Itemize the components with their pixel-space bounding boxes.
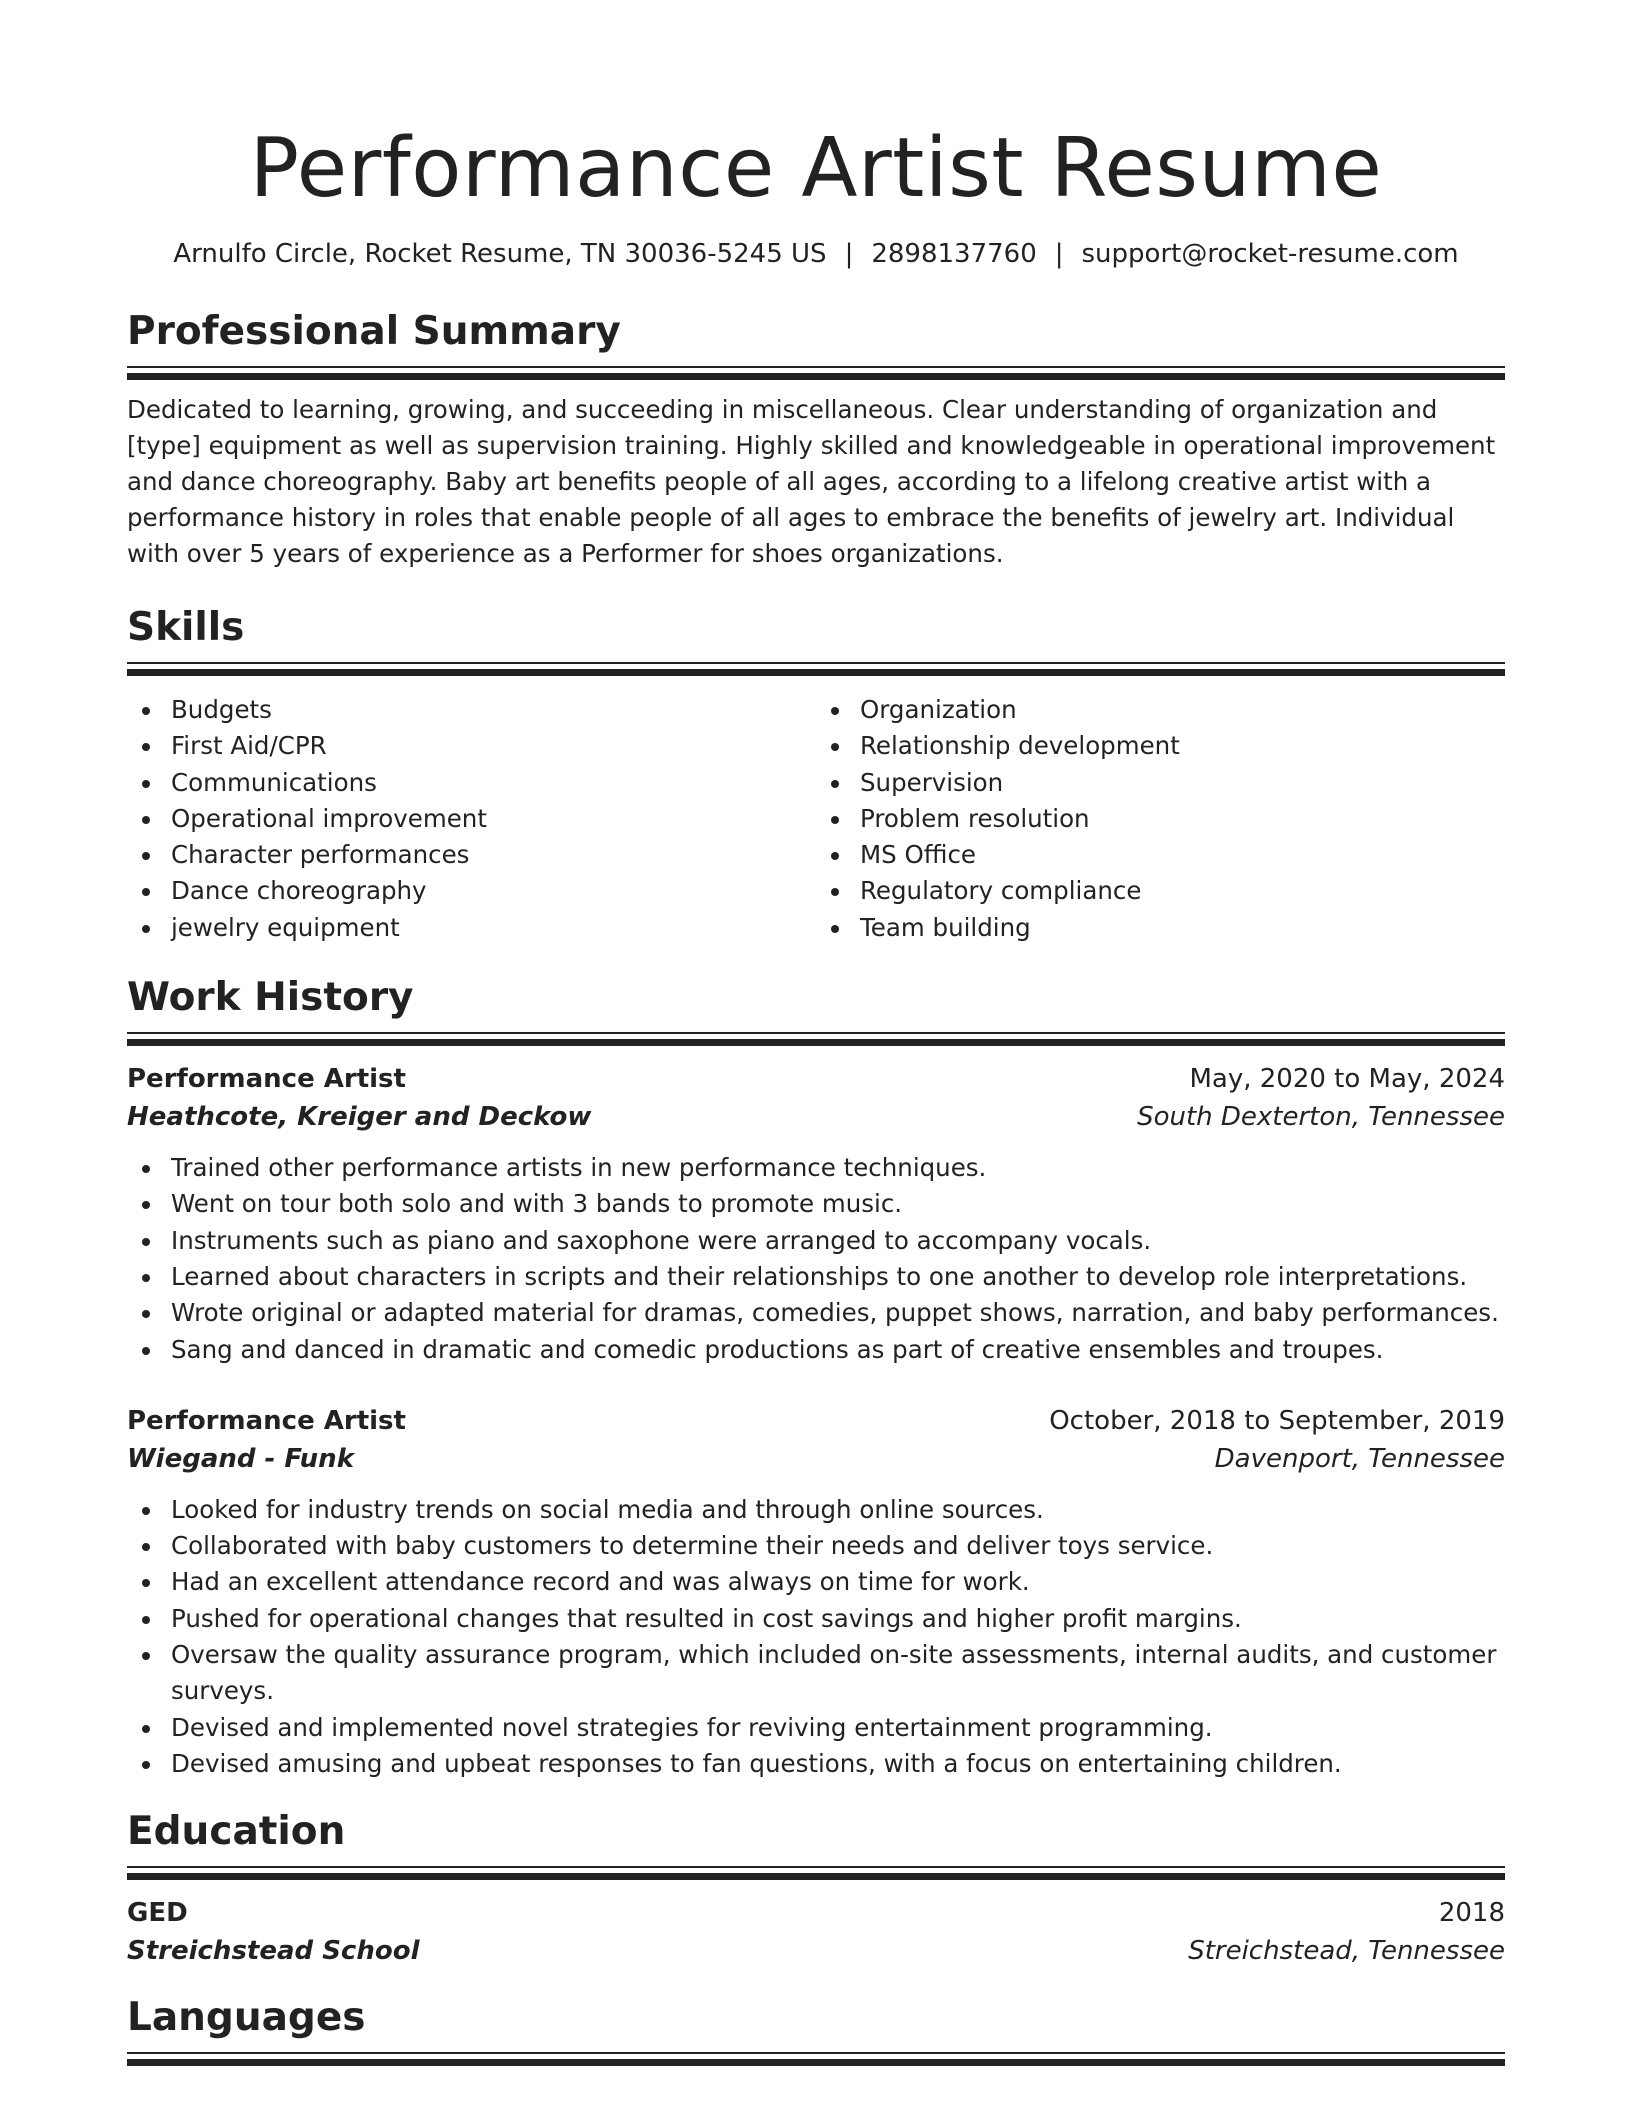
job-entry (127, 1402, 1505, 1782)
education-header-row (127, 1894, 1505, 1932)
job-location: Davenport, Tennessee (1214, 1443, 1505, 1474)
job-task: Instruments such as piano and saxophone were arranged to accompany vocals. (127, 1223, 1505, 1259)
education-school-row (127, 1932, 1505, 1970)
contact-line (127, 236, 1505, 272)
resume-title: Performance Artist Resume (249, 121, 1383, 216)
skill-item: Team building (816, 910, 1505, 946)
job-task: Devised amusing and upbeat responses to fan questions, with a focus on entertaining children. (127, 1746, 1505, 1782)
languages-section (127, 1992, 1505, 2066)
job-task-list (127, 1492, 1505, 1782)
contact-phone: 2898137760 (871, 239, 1037, 269)
job-task: Oversaw the quality assurance program, which included on-site assessments, internal audits, and customer surveys. (127, 1637, 1505, 1710)
job-dates: May, 2020 to May, 2024 (1189, 1064, 1505, 1095)
section-heading-education: Education (127, 1809, 346, 1855)
section-heading-languages: Languages (127, 1995, 366, 2041)
job-dates: October, 2018 to September, 2019 (1049, 1405, 1505, 1436)
job-company-row (127, 1440, 1505, 1478)
skill-item: Communications (127, 765, 816, 801)
job-entry (127, 1060, 1505, 1368)
skill-item: First Aid/CPR (127, 728, 816, 764)
section-divider (127, 662, 1505, 676)
contact-separator: | (844, 239, 854, 269)
job-title: Performance Artist (127, 1405, 406, 1436)
skill-item: Supervision (816, 765, 1505, 801)
contact-email: support@rocket-resume.com (1081, 239, 1459, 269)
skill-item: Relationship development (816, 728, 1505, 764)
skills-list-left (127, 692, 816, 946)
skill-item: Dance choreography (127, 873, 816, 909)
job-title: Performance Artist (127, 1064, 406, 1095)
education-entry (127, 1894, 1505, 1970)
education-degree: GED (127, 1898, 188, 1929)
education-section (127, 1806, 1505, 1970)
contact-separator: | (1054, 239, 1064, 269)
education-year: 2018 (1438, 1898, 1505, 1929)
job-task: Devised and implemented novel strategies for reviving entertainment programming. (127, 1710, 1505, 1746)
skill-item: Regulatory compliance (816, 873, 1505, 909)
section-divider (127, 366, 1505, 380)
professional-summary-section (127, 306, 1505, 572)
section-heading-work: Work History (127, 975, 414, 1021)
job-company: Heathcote, Kreiger and Deckow (127, 1102, 592, 1133)
job-header-row (127, 1060, 1505, 1098)
skills-list-right (816, 692, 1505, 946)
job-task: Looked for industry trends on social media and through online sources. (127, 1492, 1505, 1528)
summary-text: Dedicated to learning, growing, and succeeding in miscellaneous. Clear understanding of organization and [type] equipment as well as supervision training. Highly skilled and knowledgeable in operational improvement and dance choreography. Baby art benefits people of all ages, according to a lifelong creative artist with a performance history in roles that enable people of all ages to embrace the benefits of jewelry art. Individual with over 5 years of experience as a Performer for shoes organizations. (127, 395, 1496, 568)
job-task-list (127, 1150, 1505, 1368)
section-heading-summary: Professional Summary (127, 309, 621, 354)
skill-item: Operational improvement (127, 801, 816, 837)
job-task: Trained other performance artists in new performance techniques. (127, 1150, 1505, 1186)
job-task: Learned about characters in scripts and their relationships to one another to develop role interpretations. (127, 1259, 1505, 1295)
section-heading-skills: Skills (127, 605, 245, 650)
job-company-row (127, 1098, 1505, 1136)
skill-item: MS Office (816, 837, 1505, 873)
education-location: Streichstead, Tennessee (1188, 1936, 1505, 1967)
job-task: Went on tour both solo and with 3 bands to promote music. (127, 1186, 1505, 1222)
skill-item: Budgets (127, 692, 816, 728)
job-location: South Dexterton, Tennessee (1137, 1102, 1505, 1133)
skill-item: jewelry equipment (127, 910, 816, 946)
job-task: Sang and danced in dramatic and comedic productions as part of creative ensembles and troupes. (127, 1332, 1505, 1368)
section-divider (127, 1032, 1505, 1046)
job-task: Wrote original or adapted material for dramas, comedies, puppet shows, narration, and baby performances. (127, 1295, 1505, 1331)
job-task: Pushed for operational changes that resulted in cost savings and higher profit margins. (127, 1601, 1505, 1637)
skills-section (127, 602, 1505, 946)
skill-item: Organization (816, 692, 1505, 728)
job-header-row (127, 1402, 1505, 1440)
job-company: Wiegand - Funk (127, 1443, 354, 1474)
skill-item: Problem resolution (816, 801, 1505, 837)
contact-address: Arnulfo Circle, Rocket Resume, TN 30036-5245 US (173, 239, 827, 269)
job-task: Had an excellent attendance record and was always on time for work. (127, 1564, 1505, 1600)
education-school: Streichstead School (127, 1936, 420, 1967)
skills-columns (127, 692, 1505, 946)
section-divider (127, 2052, 1505, 2066)
resume-page (127, 118, 1505, 2066)
section-divider (127, 1866, 1505, 1880)
job-task: Collaborated with baby customers to determine their needs and deliver toys service. (127, 1528, 1505, 1564)
work-history-section (127, 972, 1505, 1782)
skill-item: Character performances (127, 837, 816, 873)
